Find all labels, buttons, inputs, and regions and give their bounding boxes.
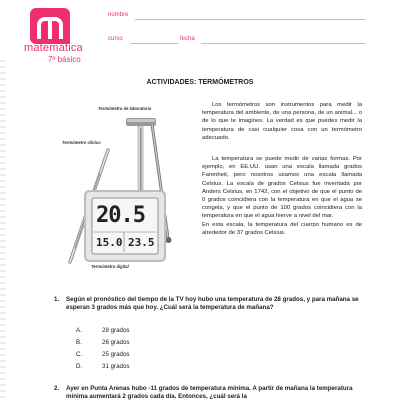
paragraph-intro: Los termómetros son instrumentos para medir la temperatura del ambiente, de una persona, de un animal... o de lo que te imagines. La verdad es que puedes medir la temperatura de casi cualquier cosa con un termómetro adecuado. (202, 102, 362, 141)
grade-label: 7º básico (48, 55, 81, 64)
option-a[interactable] (76, 327, 176, 335)
option-value: 26 grados (102, 339, 130, 346)
question-text: Según el pronóstico del tiempo de la TV hoy hubo una temperatura de 28 grados, y para mañana se esperan 3 grados más que hoy. ¿Cuál será la temperatura de mañana? (66, 296, 359, 312)
caption-digital: Termómetro digital (91, 264, 129, 269)
question-1 (54, 296, 362, 313)
option-letter: A. (76, 327, 82, 334)
question-text: Ayer en Punta Arenas hubo -11 grados de temperatura mínima. A partir de mañana la temperatura mínima aumentará 2 grados cada día. Entonces, ¿cuál será la (66, 385, 353, 401)
option-letter: D. (76, 363, 83, 370)
caption-laboratory: Termómetro de laboratorio (98, 106, 152, 111)
digital-display-main: 20.5 (96, 203, 145, 228)
option-letter: B. (76, 339, 82, 346)
option-value: 25 grados (102, 351, 130, 358)
paragraph-celsius (202, 155, 362, 237)
option-value: 28 grados (102, 327, 130, 334)
field-label-nombre: nombre (108, 12, 129, 18)
option-c[interactable] (76, 351, 176, 359)
question-number: 1. (54, 296, 60, 303)
option-b[interactable] (76, 339, 176, 347)
field-label-fecha: fecha (180, 36, 195, 42)
question-2 (54, 385, 362, 401)
brand-name: matemática (24, 42, 83, 54)
option-d[interactable] (76, 363, 176, 371)
page-title: ACTIVIDADES: TERMÓMETROS (146, 79, 254, 86)
field-label-curso: curso (108, 36, 123, 42)
paragraph-body-temp: En esta escala, la temperatura del cuerpo humano es de alrededor de 37 grados Celsius. (202, 221, 362, 236)
digital-display-left: 15.0 (96, 236, 123, 249)
digital-display-right: 23.5 (128, 236, 155, 249)
paragraph-celsius-text: La temperatura se puede medir de varias formas. Por ejemplo, en EE.UU. usan una escala llamada grados Farenheit, pero nosotros usamos una escala llamada Celsius. La escala de grados Celsius fue inventada por Anders Celsius, en 1742, con el objetivo de que el punto de 0 grados coincidiera con la temperatura en que el agua se congela, y que el punto de 100 grados coincidiera con la temperatura en que el agua hierve a nivel del mar. (202, 156, 362, 220)
option-letter: C. (76, 351, 83, 358)
question-number: 2. (54, 385, 60, 392)
option-value: 31 grados (102, 363, 130, 370)
caption-clinical: Termómetro clínico (62, 140, 101, 145)
